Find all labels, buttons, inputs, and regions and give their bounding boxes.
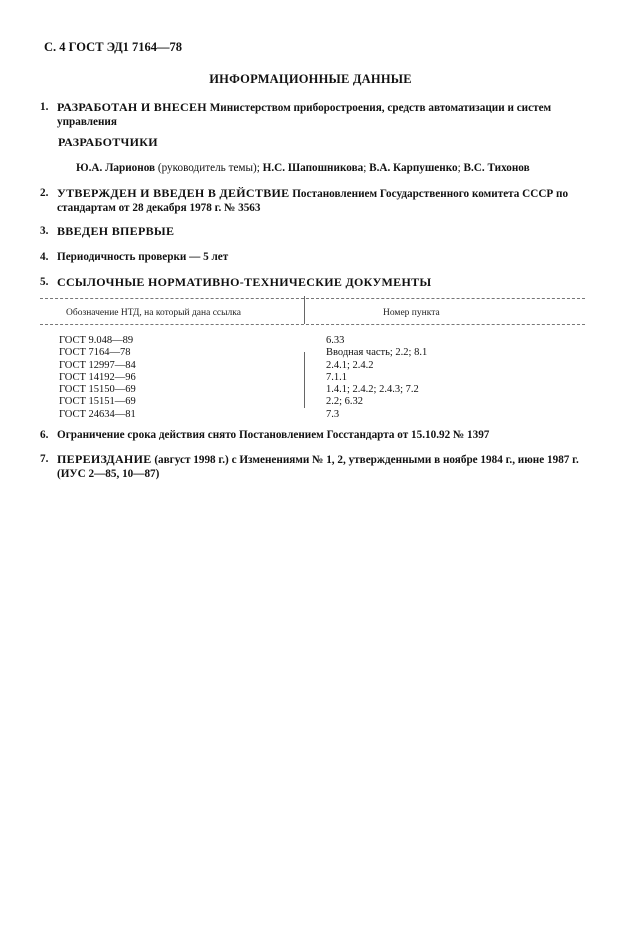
table-header-designation: Обозначение НТД, на который дана ссылка — [66, 308, 241, 318]
table-cell: ГОСТ 9.048—89 — [59, 335, 134, 346]
table-header-clause: Номер пункта — [383, 308, 440, 318]
section-5 — [40, 275, 585, 290]
table-cell: 7.1.1 — [326, 371, 347, 383]
section-caps: УТВЕРЖДЕН И ВВЕДЕН В ДЕЙСТВИЕ — [57, 186, 290, 200]
table-cell: 7.3 — [326, 408, 340, 420]
section-text: (август 1998 г.) с Изменениями № 1, 2, утвержденными в ноябре 1984 г., июне 1987 г. (ИУС 2—85, 10—87) — [57, 454, 579, 480]
table-header-rule — [40, 324, 585, 325]
table-cell: ГОСТ 24634—81 — [59, 408, 136, 420]
section-number: 3. — [40, 225, 49, 237]
table-cell: 2.4.1; 2.4.2 — [326, 359, 374, 371]
section-caps: ПЕРЕИЗДАНИЕ — [57, 452, 152, 466]
developer-name: Ю.А. Ларионов — [76, 162, 156, 174]
table-cell: ГОСТ 15151—69 — [59, 396, 136, 408]
table-body-divider — [304, 352, 305, 408]
section-caps: РАЗРАБОТАН И ВНЕСЕН — [57, 100, 207, 114]
table-top-rule — [40, 298, 585, 299]
section-text: Постановлением Государственного комитета СССР по стандартам от 28 декабря 1978 г. № 3563 — [57, 188, 569, 214]
developer-name: В.А. Карпушенко — [369, 162, 458, 174]
section-number: 1. — [40, 101, 49, 113]
page-title: ИНФОРМАЦИОННЫЕ ДАННЫЕ — [209, 72, 412, 86]
table-cell: 6.33 — [326, 335, 345, 346]
developers-list — [76, 162, 530, 174]
table-cell: 2.2; 6.32 — [326, 396, 364, 408]
developer-name: Н.С. Шапошникова — [262, 162, 364, 174]
section-text: Ограничение срока действия снято Постановлением Госстандарта от 15.10.92 № 1397 — [57, 429, 490, 441]
section-4 — [40, 250, 585, 264]
table-column-clause — [326, 335, 427, 421]
table-column-divider — [304, 296, 305, 324]
section-number: 5. — [40, 276, 49, 288]
developer-role: (руководитель темы); — [155, 162, 263, 174]
table-cell: Вводная часть; 2.2; 8.1 — [326, 347, 428, 359]
table-cell: ГОСТ 14192—96 — [59, 371, 136, 383]
table-cell: ГОСТ 15150—69 — [59, 384, 136, 396]
developer-role: ; — [363, 162, 370, 174]
section-text: Министерством приборостроения, средств автоматизации и систем управления — [57, 102, 552, 128]
table-column-designation — [59, 335, 136, 421]
reference-table — [40, 296, 585, 420]
developers-heading: РАЗРАБОТЧИКИ — [58, 135, 158, 149]
section-number: 2. — [40, 187, 49, 199]
section-number: 4. — [40, 251, 49, 263]
section-6 — [40, 428, 585, 442]
section-caps: ССЫЛОЧНЫЕ НОРМАТИВНО-ТЕХНИЧЕСКИЕ ДОКУМЕНТЫ — [57, 275, 432, 289]
section-7 — [40, 452, 585, 481]
page-header: С. 4 ГОСТ ЭД1 7164—78 — [44, 40, 183, 54]
section-caps: ВВЕДЕН ВПЕРВЫЕ — [57, 224, 175, 238]
table-cell: ГОСТ 7164—78 — [59, 347, 131, 359]
section-2 — [40, 186, 585, 215]
developer-name: В.С. Тихонов — [463, 162, 530, 174]
section-3 — [40, 224, 585, 239]
developer-role: ; — [457, 162, 464, 174]
section-number: 7. — [40, 453, 49, 465]
section-1 — [40, 100, 585, 129]
section-text: Периодичность проверки — 5 лет — [57, 251, 229, 263]
table-cell: 1.4.1; 2.4.2; 2.4.3; 7.2 — [326, 384, 419, 396]
table-cell: ГОСТ 12997—84 — [59, 359, 136, 371]
section-number: 6. — [40, 429, 49, 441]
